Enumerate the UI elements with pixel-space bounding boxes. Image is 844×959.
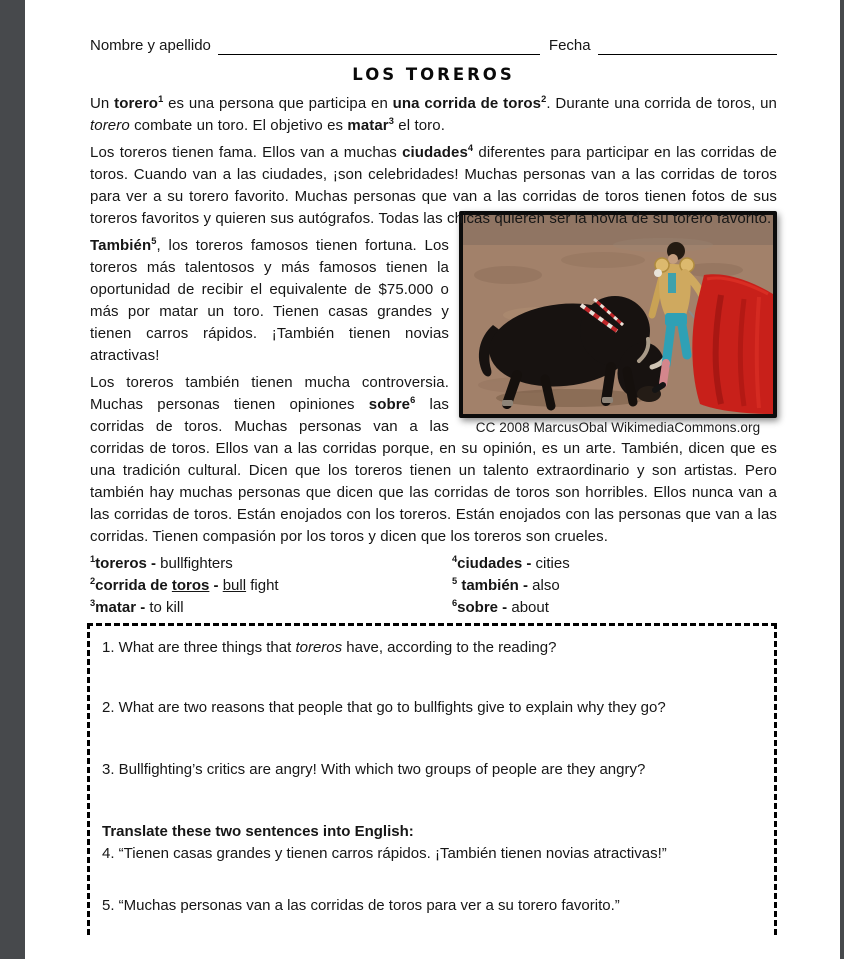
footnote-sobre: $^6$sobre - about: [452, 598, 549, 616]
name-label: Nombre y apellido: [90, 37, 211, 54]
question-2: 2. What are two reasons that people that go to bullfights give to explain why they go?: [102, 699, 666, 716]
footnote-matar: $^3$matar - to kill: [90, 598, 184, 616]
matador-leg: [666, 325, 671, 365]
translate-heading: Translate these two sentences into English:: [102, 823, 414, 840]
question-4: 4. “Tienen casas grandes y tienen carros rápidos. ¡También tienen novias atractivas!”: [102, 845, 667, 862]
question-5: 5. “Muchas personas van a las corridas de toros para ver a su torero favorito.”: [102, 897, 620, 914]
vocabulary-footnotes: [90, 553, 777, 619]
worksheet-page: [25, 0, 840, 959]
footnote-toreros: $^1$toreros - bullfighters: [90, 554, 233, 572]
paragraph-4: Los toreros también tienen mucha controversia. Muchas personas tienen opiniones sobre$^6$ las corridas de toros. Muchas personas van a las corridas de toros. Ellos van a las corridas porque, en su opinión, es un arte. También, dicen que es una tradición cultural. Dicen que los toreros tienen un talento extraordinario y son artistas. Pero también hay muchas personas que dicen que las corridas de toros son horribles. Ellos nunca van a las corridas de toros. Están enojados con los toreros. Están enojados con las personas que van a las corridas. Tienen compasión por los toros y dicen que los toreros son crueles.: [90, 374, 777, 545]
bullfight-photo-figure: [459, 211, 777, 435]
date-blank-line: [598, 39, 777, 55]
comprehension-questions-box: [87, 623, 777, 935]
page-title: LOS TOREROS: [352, 65, 515, 84]
paragraph-3: También$^5$, los toreros famosos tienen fortuna. Los toreros más talentosos y más famosos tienen la oportunidad de recibir el equivalente de $75.000 o más por matar un toro. Tienen casas grandes y tienen carros rápidos. ¡También tienen novias atractivas!: [90, 236, 449, 364]
name-blank-line: [218, 39, 540, 55]
date-label: Fecha: [548, 37, 591, 54]
photo-caption: CC 2008 MarcusObal WikimediaCommons.org: [475, 420, 761, 435]
bull-front-leg: [606, 367, 611, 401]
bullfight-photo: [459, 211, 777, 418]
matador-stocking: [663, 363, 666, 384]
paragraph-2: Los toreros tienen fama. Ellos van a muchas ciudades$^4$ diferentes para participar en las corridas de toros. Cuando van a las ciudades, ¡son celebridades! Muchas personas van a las corridas de toros para ver a su torero favorito. Muchas personas que van a las corridas de toros tienen fotos de sus toreros favoritos y quieren sus autógrafos. Todas las chicas quieren ser la novia de su torero favorito.: [90, 143, 777, 227]
reading-passage: [90, 93, 777, 548]
footnote-tambien: $^5$ también - also: [452, 576, 560, 594]
footnote-ciudades: $^4$ciudades - cities: [452, 554, 570, 572]
question-3: 3. Bullfighting’s critics are angry! With which two groups of people are they angry?: [102, 761, 646, 778]
name-date-line: [90, 36, 777, 55]
matador-shoe: [655, 385, 663, 390]
paragraph-1: Un torero$^1$ es una persona que participa en una corrida de toros$^2$. Durante una corrida de toros, un torero combate un toro. El objetivo es matar$^3$ el toro.: [90, 94, 777, 134]
bullfight-illustration: [463, 215, 773, 414]
red-cape: [692, 274, 773, 414]
bull-shadow: [496, 389, 646, 407]
footnote-corrida: $^2$corrida de toros - bull fight: [90, 576, 279, 594]
question-1: 1. What are three things that toreros have, according to the reading?: [102, 639, 557, 656]
